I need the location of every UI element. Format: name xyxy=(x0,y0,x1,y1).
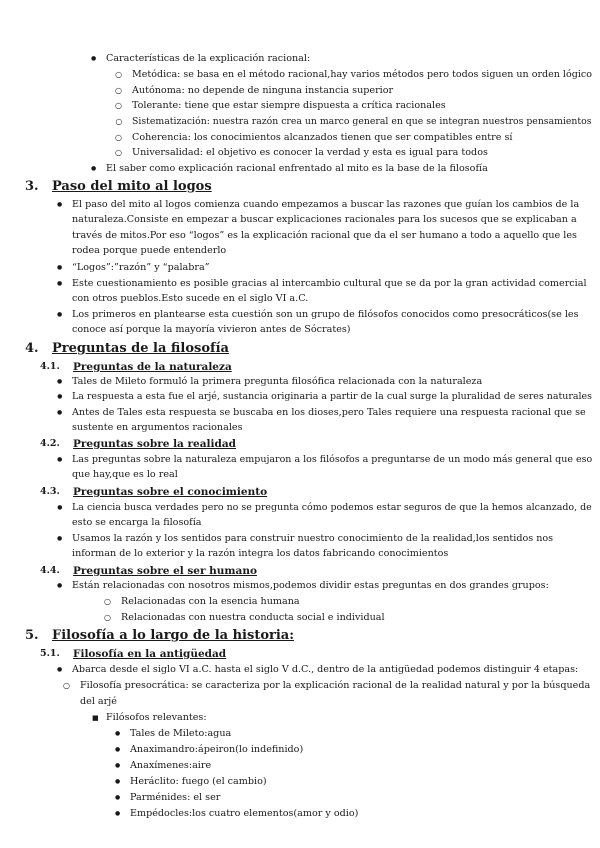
list-item: ● Están relacionadas con nosotros mismos,podemos dividir estas preguntas en dos grandes grupos: xyxy=(72,579,549,593)
section-heading xyxy=(25,341,229,357)
subsection-title: Preguntas sobre la realidad xyxy=(73,438,236,450)
philosopher-item: ● Heráclito: fuego (el cambio) xyxy=(130,775,267,789)
philosopher-item: ● Empédocles:los cuatro elementos(amor y odio) xyxy=(130,807,358,821)
subsection-heading xyxy=(40,485,268,499)
subsection-heading xyxy=(40,647,227,661)
section-title: Preguntas de la filosofía xyxy=(52,341,229,356)
paragraph-line: través de mitos.Por eso “logos” es la explicación racional que da el ser humano a todo a aquello que les xyxy=(72,230,577,241)
paragraph-line: informan de lo exterior y la razón integra los datos fabricando conocimientos xyxy=(72,548,449,559)
section-number: 5. xyxy=(25,628,39,643)
list-item: ● La respuesta a esta fue el arjé, sustancia originaria a partir de la cual surge la pluralidad de seres naturales xyxy=(72,390,592,404)
sub-list-item: ○ Relacionadas con nuestra conducta social e individual xyxy=(121,611,385,625)
paragraph-line: con otros pueblos.Esto sucede en el siglo VI a.C. xyxy=(72,293,309,304)
paragraph-line: ● Este cuestionamiento es posible gracias al intercambio cultural que se da por la gran actividad comercial xyxy=(72,277,587,291)
sub-list-item: ○ Autónoma: no depende de ninguna instancia superior xyxy=(132,84,393,98)
paragraph-line: ○ Filosofía presocrática: se caracteriza por la explicación racional de la realidad natural y por la búsqueda xyxy=(80,679,590,693)
list-item: ● “Logos”:”razón” y “palabra” xyxy=(72,261,210,275)
philosopher-item: ● Anaxímenes:aire xyxy=(130,759,211,773)
section-number: 3. xyxy=(25,179,39,194)
list-item: ● Características de la explicación racional: xyxy=(106,52,310,66)
paragraph-line: sustente en argumentos racionales xyxy=(72,422,243,433)
sub-list-item: ○ Universalidad: el objetivo es conocer la verdad y esta es igual para todos xyxy=(132,146,488,160)
subsection-number: 4.3. xyxy=(40,486,60,497)
subsection-number: 4.1. xyxy=(40,361,60,372)
paragraph-line: ● La ciencia busca verdades pero no se pregunta cómo podemos estar seguros de que la hemos alcanzado, de xyxy=(72,501,592,515)
list-item: ● Abarca desde el siglo VI a.C. hasta el siglo V d.C., dentro de la antigüedad podemos distinguir 4 etapas: xyxy=(72,663,578,677)
paragraph-line: esto se encarga la filosofía xyxy=(72,517,202,528)
subsection-heading xyxy=(40,437,236,451)
paragraph-line: conoce así porque la mayoría vivieron antes de Sócrates) xyxy=(72,324,351,335)
subsection-number: 4.4. xyxy=(40,565,60,576)
philosopher-item: ● Parménides: el ser xyxy=(130,791,220,805)
subsection-number: 5.1. xyxy=(40,648,60,659)
paragraph-line: del arjé xyxy=(80,696,117,707)
sub-list-item: ○ Sistematización: nuestra razón crea un marco general en que se integran nuestros pensamientos xyxy=(132,115,592,129)
section-heading xyxy=(25,628,294,644)
subsection-title: Filosofía en la antigüedad xyxy=(73,648,227,660)
paragraph-line: ● El paso del mito al logos comienza cuando empezamos a buscar las razones que guían los cambios de la xyxy=(72,198,579,212)
section-title: Filosofía a lo largo de la historia: xyxy=(52,628,294,643)
list-item: ■ Filósofos relevantes: xyxy=(106,711,207,725)
paragraph-line: que hay,que es lo real xyxy=(72,469,178,480)
paragraph-line: ● Las preguntas sobre la naturaleza empujaron a los filósofos a preguntarse de un modo más general que eso xyxy=(72,453,592,467)
philosopher-item: ● Anaximandro:ápeiron(lo indefinido) xyxy=(130,743,303,757)
list-item: ● Tales de Mileto formuló la primera pregunta filosófica relacionada con la naturaleza xyxy=(72,375,482,389)
section-title: Paso del mito al logos xyxy=(52,179,212,194)
subsection-heading xyxy=(40,564,257,578)
paragraph-line: rodea porque puede entenderlo xyxy=(72,245,227,256)
sub-list-item: ○ Relacionadas con la esencia humana xyxy=(121,595,300,609)
philosopher-item: ● Tales de Mileto:agua xyxy=(130,727,231,741)
subsection-heading xyxy=(40,360,232,374)
sub-list-item: ○ Coherencia: los conocimientos alcanzados tienen que ser compatibles entre sí xyxy=(132,131,512,145)
sub-list-item: ○ Metódica: se basa en el método racional,hay varios métodos pero todos siguen un orden lógico xyxy=(132,68,592,82)
paragraph-line: naturaleza.Consiste en empezar a buscar explicaciones racionales para los sucesos que se explicaban a xyxy=(72,214,577,225)
sub-list-item: ○ Tolerante: tiene que estar siempre dispuesta a crítica racionales xyxy=(132,99,446,113)
paragraph-line: ● Usamos la razón y los sentidos para construir nuestro conocimiento de la realidad,los sentidos nos xyxy=(72,532,553,546)
section-number: 4. xyxy=(25,341,39,356)
section-heading xyxy=(25,179,212,195)
paragraph-line: ● Antes de Tales esta respuesta se buscaba en los dioses,pero Tales requiere una respuesta racional que se xyxy=(72,406,586,420)
subsection-title: Preguntas sobre el ser humano xyxy=(73,565,257,577)
subsection-title: Preguntas de la naturaleza xyxy=(73,361,232,373)
subsection-number: 4.2. xyxy=(40,438,60,449)
subsection-title: Preguntas sobre el conocimiento xyxy=(73,486,268,498)
paragraph-line: ● Los primeros en plantearse esta cuestión son un grupo de filósofos conocidos como presocráticos(se les xyxy=(72,308,579,322)
list-item: ● El saber como explicación racional enfrentado al mito es la base de la filosofía xyxy=(106,162,488,176)
